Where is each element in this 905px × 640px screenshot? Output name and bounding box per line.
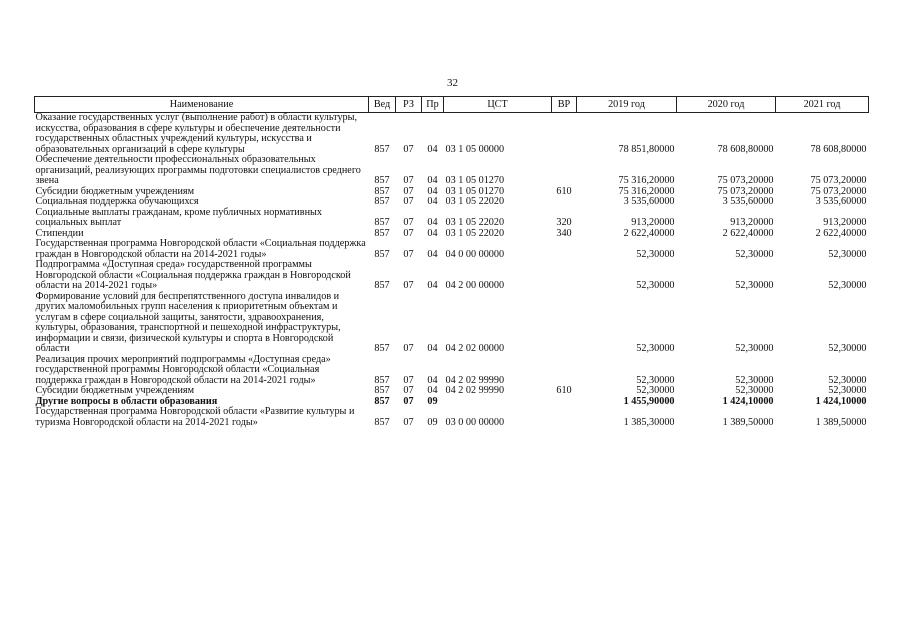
- cell-pr: 04: [427, 343, 438, 354]
- cell-ved: 857: [374, 175, 390, 186]
- header-rz: РЗ: [396, 97, 422, 113]
- cell-rz: 07: [403, 416, 414, 428]
- cell-ved: 857: [374, 227, 390, 239]
- cell-pr: 04: [427, 143, 438, 155]
- cell-y2020: 52,30000: [735, 374, 774, 386]
- cell-rz: 07: [403, 385, 414, 396]
- cell-vr: 320: [556, 217, 572, 228]
- cell-ved: 857: [374, 143, 390, 155]
- cell-y2021: 1 389,50000: [815, 416, 867, 428]
- cell-y2021: 1 424,10000: [815, 395, 867, 407]
- cell-vr: 610: [556, 385, 572, 396]
- cell-ved: 857: [374, 248, 390, 260]
- cell-y2020: 75 073,20000: [717, 185, 774, 197]
- cell-y2020: 913,20000: [730, 217, 774, 228]
- cell-pr: 04: [427, 280, 438, 291]
- cell-name: Государственная программа Новгородской области «Развитие культуры и туризма Новгородской области на 2014-2021 годы»: [35, 406, 355, 428]
- cell-rz: 07: [403, 374, 414, 386]
- cell-y2019: 52,30000: [636, 385, 675, 396]
- cell-ved: 857: [374, 196, 390, 207]
- cell-pr: 04: [427, 217, 438, 228]
- cell-cst: 03 1 05 22020: [445, 196, 505, 207]
- cell-vr: [552, 155, 577, 187]
- table-row: [35, 113, 869, 156]
- cell-y2019: 78 851,80000: [618, 143, 675, 155]
- table-body: [35, 113, 869, 429]
- cell-rz: 07: [403, 175, 414, 186]
- cell-pr: 04: [427, 227, 438, 239]
- cell-pr: 09: [427, 395, 438, 407]
- header-2019: 2019 год: [577, 97, 677, 113]
- cell-y2021: 913,20000: [823, 217, 867, 228]
- cell-y2021: 52,30000: [828, 343, 867, 354]
- table-row: [35, 197, 869, 208]
- cell-y2020: 78 608,80000: [717, 143, 774, 155]
- cell-rz: 07: [403, 395, 414, 407]
- cell-rz: 07: [403, 280, 414, 291]
- cell-y2020: 1 389,50000: [722, 416, 774, 428]
- cell-pr: 04: [427, 175, 438, 186]
- table-header-row: [35, 97, 869, 113]
- cell-cst: 04 2 00 00000: [445, 280, 505, 291]
- cell-y2020: 2 622,40000: [722, 227, 774, 239]
- cell-cst: 04 2 02 99990: [445, 374, 505, 386]
- cell-ved: 857: [374, 374, 390, 386]
- cell-cst: 04 0 00 00000: [445, 248, 505, 260]
- cell-cst: 03 1 05 00000: [445, 143, 505, 155]
- cell-pr: 04: [427, 196, 438, 207]
- cell-name: Реализация прочих мероприятий подпрограммы «Доступная среда» государственной программы Новгородской области «Социальная поддержка граждан в Новгородской области на 2014-2021 годы»: [35, 353, 331, 386]
- page-number: 32: [447, 77, 458, 89]
- cell-vr: [552, 239, 577, 260]
- cell-y2019: 75 316,20000: [618, 175, 675, 186]
- cell-y2021: 75 073,20000: [810, 175, 867, 186]
- cell-y2019: 2 622,40000: [623, 227, 675, 239]
- cell-y2019: 52,30000: [636, 280, 675, 291]
- cell-vr: [552, 113, 577, 156]
- cell-cst: 03 1 05 01270: [445, 175, 505, 186]
- cell-cst: 03 1 05 01270: [445, 185, 505, 197]
- cell-vr: 340: [556, 227, 572, 239]
- cell-cst: [444, 397, 552, 408]
- cell-cst: 04 2 02 99990: [445, 385, 505, 396]
- cell-cst: 03 1 05 22020: [445, 227, 505, 239]
- cell-name: Стипендии: [35, 227, 84, 239]
- cell-y2020: 52,30000: [735, 248, 774, 260]
- cell-vr: 610: [556, 185, 572, 197]
- header-cst: ЦСТ: [444, 97, 552, 113]
- cell-y2019: 52,30000: [636, 248, 675, 260]
- table-row: [35, 239, 869, 260]
- cell-name: Субсидии бюджетным учреждениям: [35, 385, 195, 396]
- cell-rz: 07: [403, 248, 414, 260]
- table-row: [35, 386, 869, 397]
- header-vr: ВР: [552, 97, 577, 113]
- cell-vr: [552, 355, 577, 387]
- cell-y2021: 2 622,40000: [815, 227, 867, 239]
- cell-y2020: 52,30000: [735, 280, 774, 291]
- cell-rz: 07: [403, 143, 414, 155]
- cell-ved: 857: [374, 280, 390, 291]
- header-name: Наименование: [35, 97, 369, 113]
- cell-y2019: 913,20000: [631, 217, 675, 228]
- header-ved: Вед: [369, 97, 396, 113]
- cell-ved: 857: [374, 385, 390, 396]
- cell-vr: [552, 260, 577, 292]
- table-row: [35, 355, 869, 387]
- cell-vr: [552, 292, 577, 355]
- header-2021: 2021 год: [776, 97, 869, 113]
- cell-y2020: 75 073,20000: [717, 175, 774, 186]
- cell-name: Субсидии бюджетным учреждениям: [35, 185, 195, 197]
- cell-y2021: 3 535,60000: [815, 196, 867, 207]
- cell-y2020: 1 424,10000: [722, 395, 774, 407]
- cell-vr: [552, 197, 577, 208]
- cell-rz: 07: [403, 185, 414, 197]
- cell-pr: 04: [427, 374, 438, 386]
- cell-y2021: 52,30000: [828, 385, 867, 396]
- cell-y2021: 52,30000: [828, 374, 867, 386]
- cell-name: Подпрограмма «Доступная среда» государственной программы Новгородской области «Социальная поддержка граждан в Новгородской области на 2014-2021 годы»: [35, 259, 351, 291]
- cell-pr: 09: [427, 416, 438, 428]
- cell-name: Оказание государственных услуг (выполнение работ) в области культуры, искусства, образования в сфере культуры и обеспечение деятельности государственных областных учреждений культуры, искусства и образовательных организаций в сфере культуры: [35, 112, 358, 155]
- cell-y2020: 3 535,60000: [722, 196, 774, 207]
- budget-table: [34, 96, 869, 428]
- cell-ved: 857: [374, 217, 390, 228]
- cell-pr: 04: [427, 248, 438, 260]
- header-pr: Пр: [422, 97, 444, 113]
- cell-y2019: 3 535,60000: [623, 196, 675, 207]
- cell-name: Обеспечение деятельности профессиональных образовательных организаций, реализующих программы подготовки специалистов среднего звена: [35, 154, 361, 186]
- cell-vr: [552, 407, 577, 428]
- table-row: [35, 155, 869, 187]
- cell-rz: 07: [403, 343, 414, 354]
- cell-name: Социальная поддержка обучающихся: [35, 196, 199, 207]
- cell-rz: 07: [403, 196, 414, 207]
- cell-pr: 04: [427, 385, 438, 396]
- cell-name: Государственная программа Новгородской области «Социальная поддержка граждан в Новгородской области на 2014-2021 годы»: [35, 238, 366, 260]
- cell-y2020: 52,30000: [735, 385, 774, 396]
- table-row: [35, 260, 869, 292]
- cell-cst: 03 1 05 22020: [445, 217, 505, 228]
- cell-ved: 857: [374, 395, 390, 407]
- cell-y2019: 75 316,20000: [618, 185, 675, 197]
- table-row: [35, 208, 869, 229]
- cell-ved: 857: [374, 343, 390, 354]
- cell-rz: 07: [403, 227, 414, 239]
- cell-ved: 857: [374, 185, 390, 197]
- cell-y2019: 52,30000: [636, 374, 675, 386]
- cell-cst: 04 2 02 00000: [445, 343, 505, 354]
- table-row: [35, 407, 869, 428]
- cell-name: Формирование условий для беспрепятственного доступа инвалидов и других маломобильных групп населения к приоритетным объектам и услугам в сфере социальной защиты, занятости, здравоохранения, культуры, образования, транспортной и пешеходной инфраструктуры, информации и связи, физической культуры и спорта в Новгородской области: [35, 290, 341, 354]
- cell-name: Социальные выплаты гражданам, кроме публичных нормативных социальных выплат: [35, 206, 322, 228]
- cell-y2020: 52,30000: [735, 343, 774, 354]
- cell-y2019: 1 455,90000: [623, 395, 675, 407]
- cell-rz: 07: [403, 217, 414, 228]
- table-row: [35, 292, 869, 355]
- header-2020: 2020 год: [677, 97, 776, 113]
- cell-y2021: 52,30000: [828, 280, 867, 291]
- cell-vr: [552, 397, 577, 408]
- cell-y2021: 75 073,20000: [810, 185, 867, 197]
- cell-pr: 04: [427, 185, 438, 197]
- cell-y2019: 1 385,30000: [623, 416, 675, 428]
- cell-y2019: 52,30000: [636, 343, 675, 354]
- cell-ved: 857: [374, 416, 390, 428]
- cell-y2021: 78 608,80000: [810, 143, 867, 155]
- cell-y2021: 52,30000: [828, 248, 867, 260]
- cell-name: Другие вопросы в области образования: [35, 395, 218, 407]
- cell-cst: 03 0 00 00000: [445, 416, 505, 428]
